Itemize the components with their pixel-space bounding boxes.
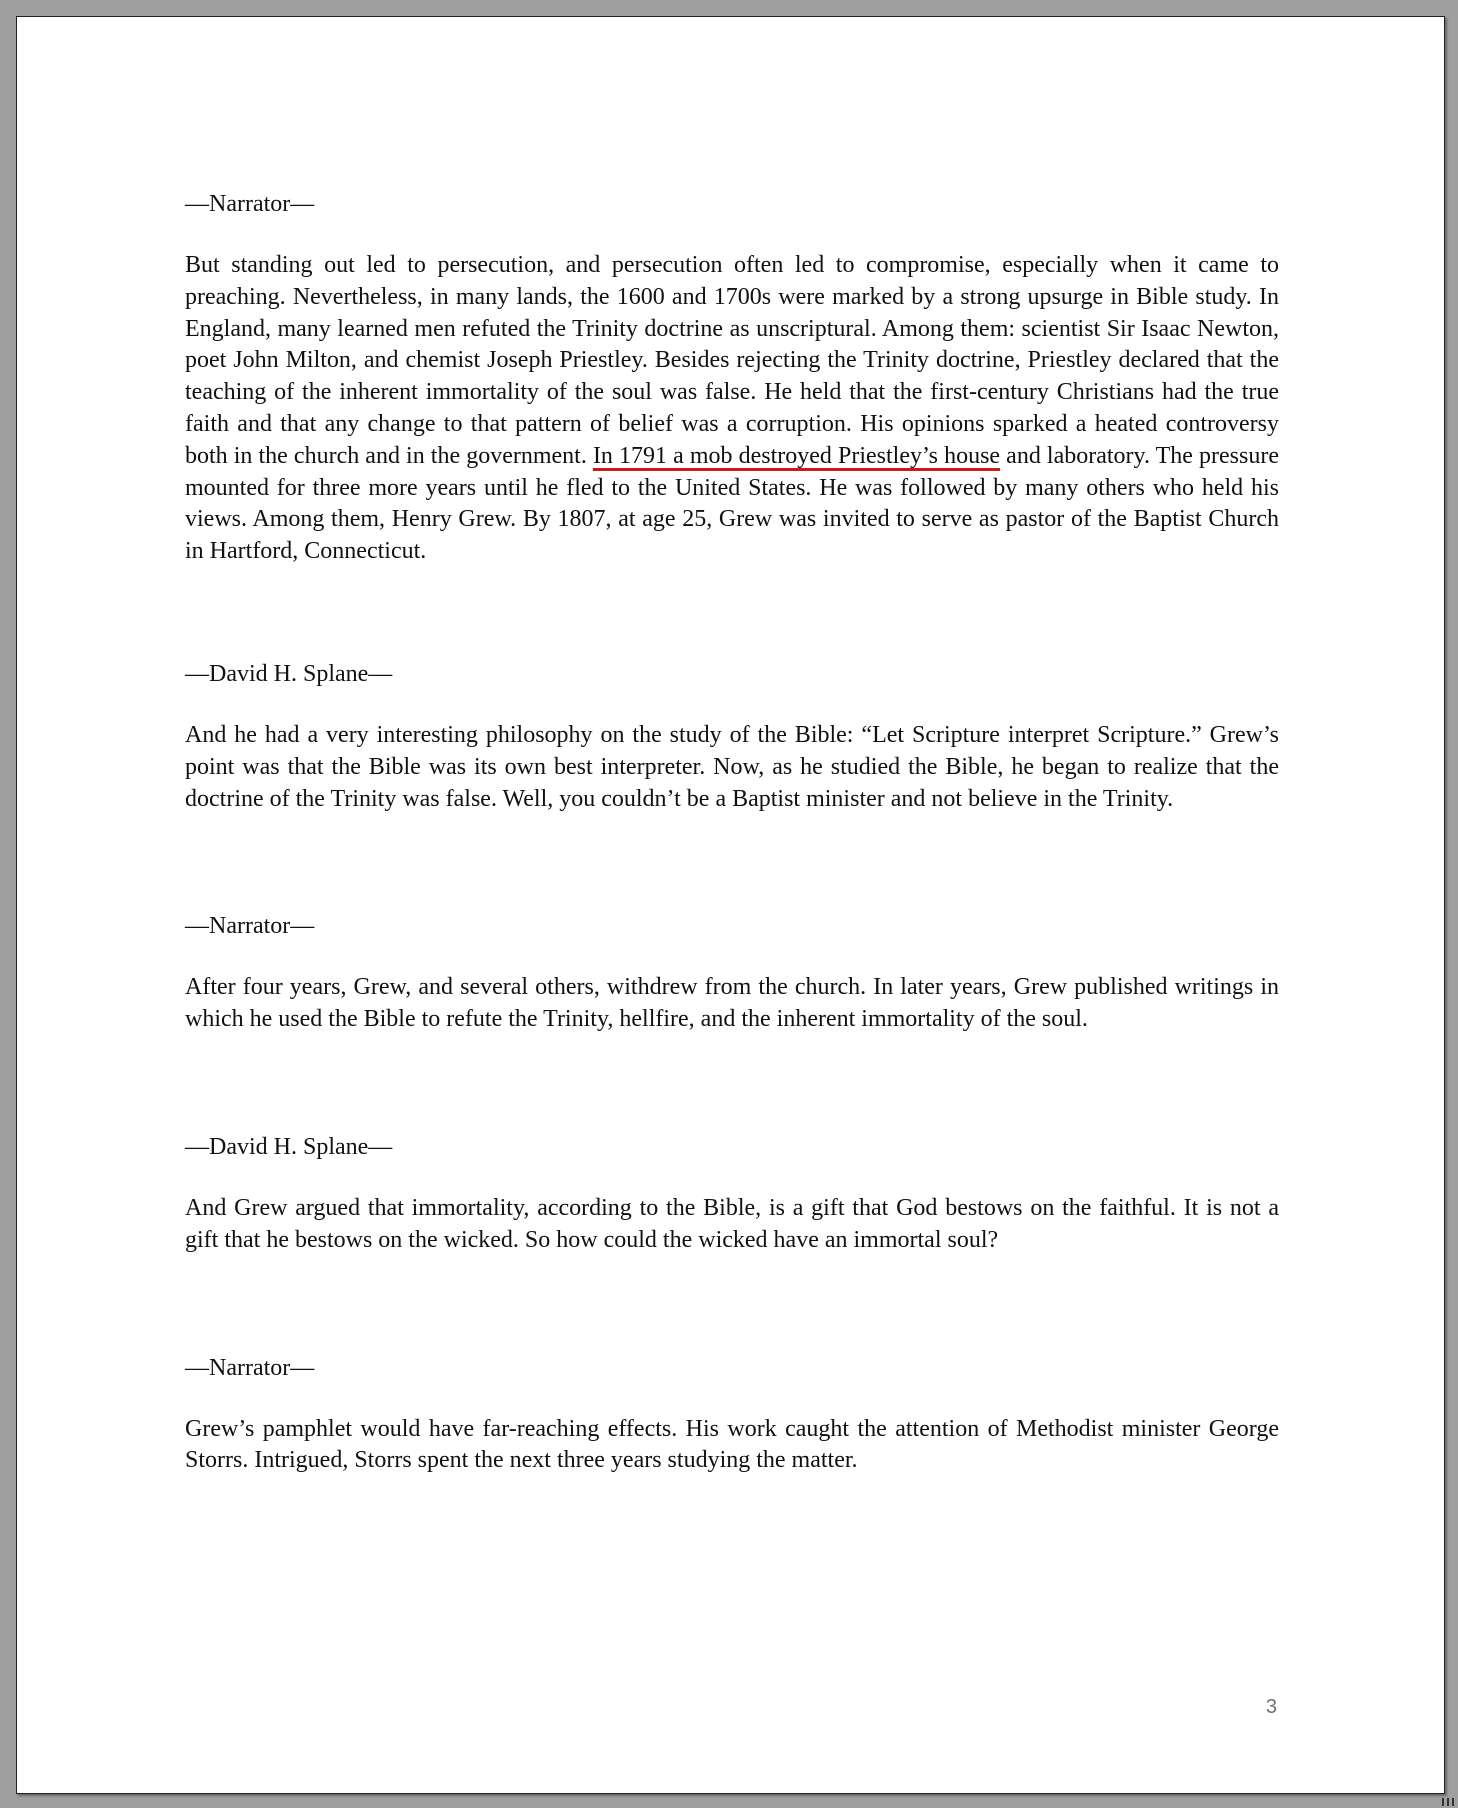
section-gap [185,1036,1279,1131]
section-3 [185,910,1279,1036]
section-gap [185,1257,1279,1352]
paragraph-text-after: and laboratory. The pressure mounted for three more years until he fled to the United States. He was followed by many others who held his views. Among them, Henry Grew. By 1807, at age 25, Grew was invited to serve as pastor of the Baptist Church in Hartford, Connecticut. [185,442,1279,565]
speaker-label: —Narrator— [185,913,315,940]
section-2 [185,658,1279,815]
section-paragraph [185,250,1279,568]
document-page [16,16,1445,1794]
section-gap [185,568,1279,658]
section-paragraph: And he had a very interesting philosophy on the study of the Bible: “Let Scripture interpret Scripture.” Grew’s point was that the Bible was its own best interpreter. Now, as he studied the Bible, he began to realize that the doctrine of the Trinity was false. Well, you couldn’t be a Baptist minister and not believe in the Trinity. [185,721,1279,812]
section-5 [185,1352,1279,1478]
section-paragraph: Grew’s pamphlet would have far-reaching effects. His work caught the attention of Methodist minister George Storrs. Intrigued, Storrs spent the next three years studying the matter. [185,1415,1279,1474]
highlighted-text: In 1791 a mob destroyed Priestley’s house [592,442,1001,469]
speaker-label: —Narrator— [185,191,315,217]
resize-grip-icon[interactable] [1442,1798,1454,1806]
section-paragraph: After four years, Grew, and several others, withdrew from the church. In later years, Grew published writings in which he used the Bible to refute the Trinity, hellfire, and the inherent immortality of the soul. [185,974,1279,1033]
section-paragraph: And Grew argued that immortality, according to the Bible, is a gift that God bestows on the faithful. It is not a gift that he bestows on the wicked. So how could the wicked have an immortal soul? [185,1194,1279,1253]
document-content [185,188,1279,1477]
section-1 [185,188,1279,568]
section-gap [185,815,1279,910]
section-4 [185,1131,1279,1257]
paragraph-text-before: But standing out led to persecution, and persecution often led to compromise, especially when it came to preaching. Nevertheless, in many lands, the 1600 and 1700s were marked by a strong upsurge in Bible study. In England, many learned men refuted the Trinity doctrine as unscriptural. Among them: scientist Sir Isaac Newton, poet John Milton, and chemist Joseph Priestley. Besides rejecting the Trinity doctrine, Priestley declared that the teaching of the inherent immortality of the soul was false. He held that the first-century Christians had the true faith and that any change to that pattern of belief was a corruption. His opinions sparked a heated controversy both in the church and in the government. [185,252,1279,469]
speaker-label: —David H. Splane— [185,660,393,687]
page-number: 3 [1265,1696,1277,1718]
speaker-label: —David H. Splane— [185,1133,393,1160]
speaker-label: —Narrator— [185,1354,315,1381]
